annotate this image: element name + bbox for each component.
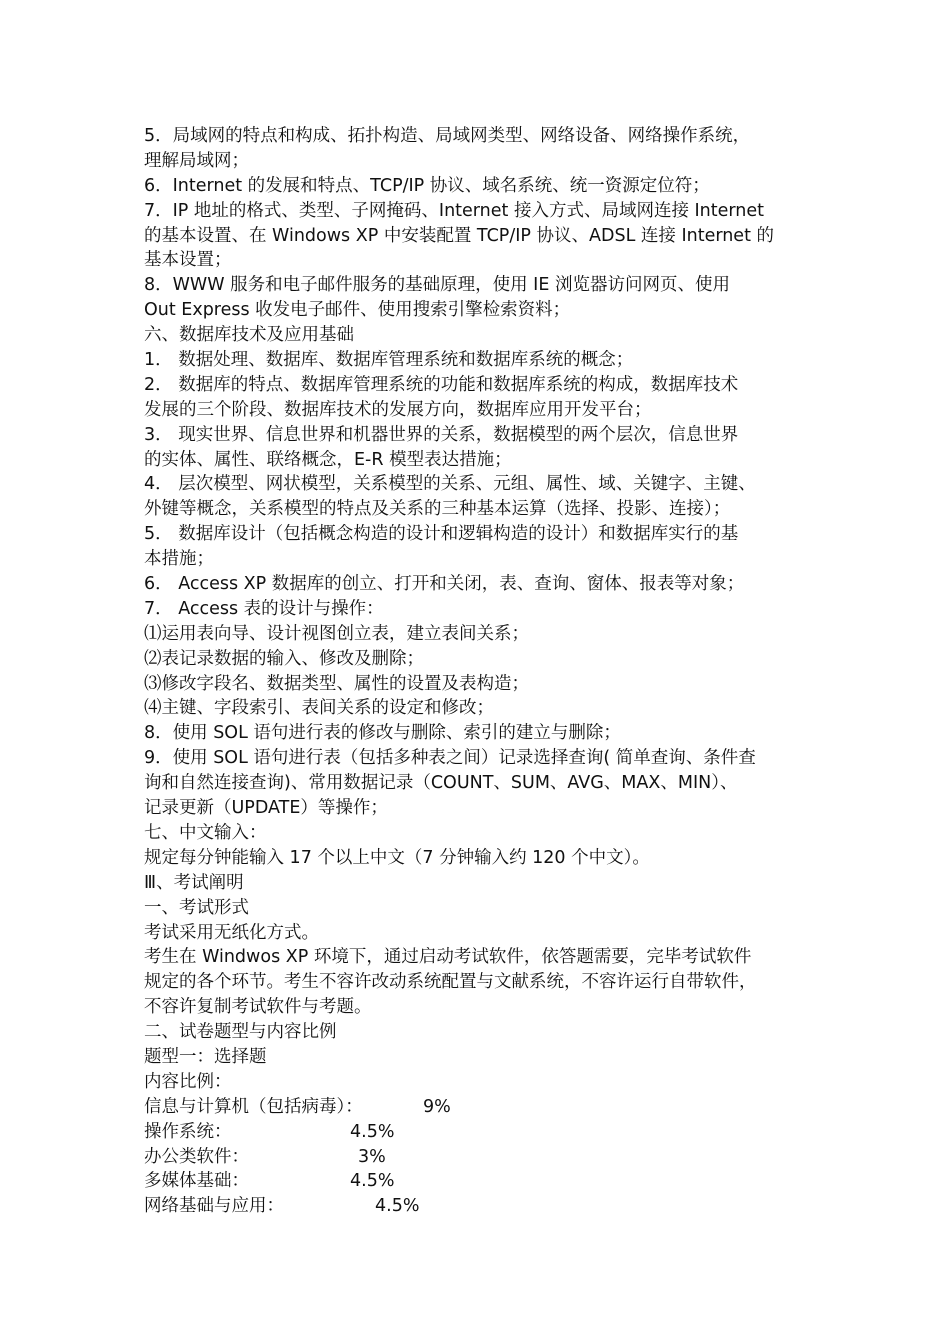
ratio-label: 网络基础与应用： [144,1196,284,1217]
ratio-row [144,1095,812,1120]
text-line: 规定每分钟能输入 17 个以上中文（7 分钟输入约 120 个中文）。 [144,847,650,868]
text-line: 记录更新（UPDATE）等操作； [144,798,388,819]
ratio-label: 多媒体基础： [144,1171,249,1192]
text-line: 的实体、属性、联络概念，E-R 模型表达措施； [144,449,512,470]
ratio-row [144,1120,812,1145]
text-line: 本措施； [144,549,214,570]
ratio-value: 4.5% [375,1196,420,1217]
text-line: 内容比例： [144,1071,232,1092]
text-line: 1． 数据处理、数据库、数据库管理系统和数据库系统的概念； [144,350,634,371]
text-line: 外键等概念，关系模型的特点及关系的三种基本运算（选择、投影、连接）； [144,499,731,520]
ratio-label: 操作系统： [144,1121,232,1142]
text-line: 二、试卷题型与内容比例 [144,1022,337,1043]
text-line: 9．使用 SOL 语句进行表（包括多种表之间）记录选择查询( 简单查询、条件查 [144,748,756,769]
content-ratio-list [144,1095,812,1219]
ratio-value: 3% [358,1146,386,1167]
text-line: 六、数据库技术及应用基础 [144,325,354,346]
text-line: 基本设置； [144,250,232,271]
text-line: 6． Access XP 数据库的创立、打开和关闭，表、查询、窗体、报表等对象； [144,574,745,595]
text-line: ⑷主键、字段索引、表间关系的设定和修改； [144,698,494,719]
text-line: 7． Access 表的设计与操作： [144,598,384,619]
document-page [144,124,812,1219]
text-line: 6．Internet 的发展和特点、TCP/IP 协议、域名系统、统一资源定位符； [144,175,710,196]
ratio-row [144,1169,812,1194]
text-line: 发展的三个阶段、数据库技术的发展方向，数据库应用开发平台； [144,399,652,420]
text-line: 2． 数据库的特点、数据库管理系统的功能和数据库系统的构成，数据库技术 [144,374,739,395]
ratio-row [144,1145,812,1170]
text-line: 理解局域网； [144,150,249,171]
text-line: Out Express 收发电子邮件、使用搜索引擎检索资料； [144,300,571,321]
ratio-value: 4.5% [350,1171,395,1192]
text-line: 不容许复制考试软件与考题。 [144,997,372,1018]
text-line: 5．局域网的特点和构成、拓扑构造、局域网类型、网络设备、网络操作系统， [144,126,751,146]
ratio-value: 9% [423,1096,451,1117]
ratio-label: 信息与计算机（包括病毒）： [144,1096,363,1117]
text-line: 5． 数据库设计（包括概念构造的设计和逻辑构造的设计）和数据库实行的基 [144,524,739,545]
text-line: 规定的各个环节。考生不容许改动系统配置与文献系统，不容许运行自带软件， [144,972,757,993]
text-line: 7．IP 地址的格式、类型、子网掩码、Internet 接入方式、局域网连接 Internet [144,200,765,221]
text-line: 一、考试形式 [144,897,249,918]
text-line: 3． 现实世界、信息世界和机器世界的关系，数据模型的两个层次，信息世界 [144,424,739,445]
text-line: 题型一：选择题 [144,1046,267,1067]
text-line: 七、中文输入： [144,822,267,843]
text-line: Ⅲ、考试阐明 [144,872,244,893]
ratio-label: 办公类软件： [144,1146,249,1167]
text-line: 考生在 Windwos XP 环境下，通过启动考试软件，依答题需要，完毕考试软件 [144,947,752,968]
ratio-row [144,1194,812,1219]
text-line: 的基本设置、在 Windows XP 中安装配置 TCP/IP 协议、ADSL 连接 Internet 的 [144,225,774,246]
document-body [144,124,812,1095]
text-line: 考试采用无纸化方式。 [144,922,319,943]
text-line: ⑶修改字段名、数据类型、属性的设置及表构造； [144,673,529,694]
text-line: 8．使用 SOL 语句进行表的修改与删除、索引的建立与删除； [144,723,621,744]
ratio-value: 4.5% [350,1121,395,1142]
text-line: 8．WWW 服务和电子邮件服务的基础原理，使用 IE 浏览器访问网页、使用 [144,275,730,296]
text-line: 询和自然连接查询)、常用数据记录（COUNT、SUM、AVG、MAX、MIN）、 [144,773,738,794]
text-line: ⑵表记录数据的输入、修改及删除； [144,648,424,669]
text-line: 4． 层次模型、网状模型，关系模型的关系、元组、属性、域、关键字、主键、 [144,474,756,495]
text-line: ⑴运用表向导、设计视图创立表，建立表间关系； [144,623,529,644]
